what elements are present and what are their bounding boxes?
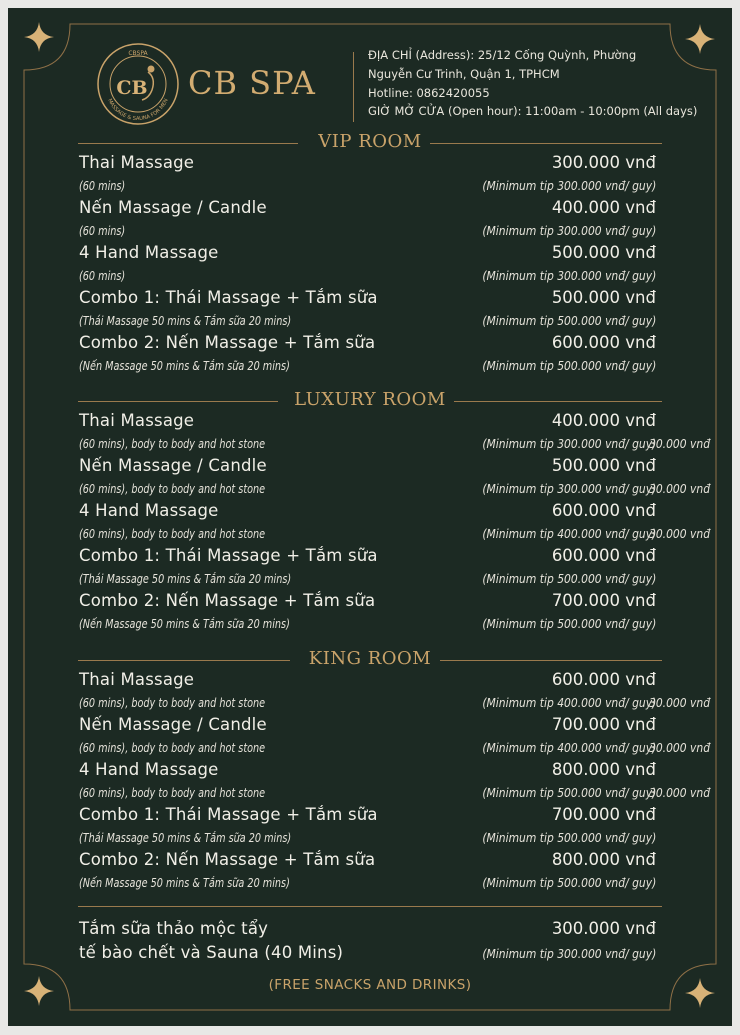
service-duration: (60 mins), body to body and hot stone — [79, 695, 266, 710]
service-duration: (60 mins), body to body and hot stone — [79, 436, 266, 451]
service-price: 700.000 vnđ — [551, 591, 656, 610]
logo-initials: CB — [116, 77, 148, 99]
address-line-2: Nguyễn Cư Trinh, Quận 1, TPHCM — [368, 67, 560, 81]
service-price: 700.000 vnđ — [551, 715, 656, 734]
extra-fee: 30.000 vnđ — [649, 436, 711, 451]
service-name: 4 Hand Massage — [79, 243, 219, 262]
service-price: 800.000 vnđ — [551, 850, 656, 869]
sparkle-icon — [24, 22, 54, 52]
service-duration: (Thái Massage 50 mins & Tắm sữa 20 mins) — [79, 571, 292, 586]
section-rule — [78, 660, 290, 661]
menu-page — [8, 8, 732, 1026]
service-price: 500.000 vnđ — [551, 456, 656, 475]
sparkle-icon — [685, 24, 715, 54]
section-rule — [430, 143, 662, 144]
sauna-name-line2: tế bào chết và Sauna (40 Mins) — [79, 943, 344, 962]
section-rule — [454, 401, 662, 402]
sauna-price: 300.000 vnđ — [551, 919, 656, 938]
section-title: LUXURY ROOM — [294, 389, 446, 410]
minimum-tip: (Minimum tip 500.000 vnđ/ guy) — [482, 830, 656, 845]
service-name: Nến Massage / Candle — [79, 715, 267, 734]
service-duration: (60 mins), body to body and hot stone — [79, 785, 266, 800]
minimum-tip: (Minimum tip 500.000 vnđ/ guy) — [482, 875, 656, 890]
minimum-tip: (Minimum tip 300.000 vnđ/ guy) — [482, 481, 656, 496]
service-duration: (60 mins) — [79, 178, 126, 193]
minimum-tip: (Minimum tip 500.000 vnđ/ guy) — [482, 313, 656, 328]
logo-ring-text: MASSAGE & SAUNA FOR MEN — [106, 97, 170, 123]
section-rule — [440, 660, 662, 661]
service-duration: (Nến Massage 50 mins & Tắm sữa 20 mins) — [79, 875, 290, 890]
minimum-tip: (Minimum tip 400.000 vnđ/ guy) — [482, 740, 656, 755]
service-name: Combo 2: Nến Massage + Tắm sữa — [79, 850, 376, 869]
address-line: ĐỊA CHỈ (Address): 25/12 Cống Quỳnh, Phường — [368, 48, 637, 62]
service-duration: (60 mins), body to body and hot stone — [79, 740, 266, 755]
service-name: Combo 1: Thái Massage + Tắm sữa — [79, 288, 378, 307]
sauna-name-line1: Tắm sữa thảo mộc tẩy — [79, 919, 269, 938]
logo-top-text: CBSPA — [128, 50, 148, 57]
extra-fee: 30.000 vnđ — [649, 481, 711, 496]
service-price: 500.000 vnđ — [551, 288, 656, 307]
service-name: Nến Massage / Candle — [79, 198, 267, 217]
free-snacks-note: (FREE SNACKS AND DRINKS) — [268, 977, 472, 993]
service-duration: (Nến Massage 50 mins & Tắm sữa 20 mins) — [79, 616, 290, 631]
service-name: Thai Massage — [79, 670, 195, 689]
section-rule — [78, 401, 278, 402]
service-duration: (60 mins) — [79, 223, 126, 238]
minimum-tip: (Minimum tip 500.000 vnđ/ guy) — [482, 358, 656, 373]
service-duration: (60 mins) — [79, 268, 126, 283]
extra-fee: 30.000 vnđ — [649, 740, 711, 755]
extra-fee: 30.000 vnđ — [649, 526, 711, 541]
hotline: Hotline: 0862420055 — [368, 86, 490, 100]
extra-fee: 30.000 vnđ — [649, 695, 711, 710]
service-name: Combo 1: Thái Massage + Tắm sữa — [79, 805, 378, 824]
minimum-tip: (Minimum tip 500.000 vnđ/ guy) — [482, 571, 656, 586]
service-price: 400.000 vnđ — [551, 198, 656, 217]
opening-hours: GIỜ MỞ CỬA (Open hour): 11:00am - 10:00pm (All days) — [368, 104, 698, 118]
service-duration: (60 mins), body to body and hot stone — [79, 526, 266, 541]
header-divider — [353, 52, 354, 122]
brand-name: CB SPA — [188, 64, 316, 102]
service-duration: (Thái Massage 50 mins & Tắm sữa 20 mins) — [79, 830, 292, 845]
service-duration: (60 mins), body to body and hot stone — [79, 481, 266, 496]
service-name: Thai Massage — [79, 411, 195, 430]
service-duration: (Nến Massage 50 mins & Tắm sữa 20 mins) — [79, 358, 290, 373]
minimum-tip: (Minimum tip 300.000 vnđ/ guy) — [482, 178, 656, 193]
service-name: Combo 2: Nến Massage + Tắm sữa — [79, 333, 376, 352]
extra-fee: 30.000 vnđ — [649, 785, 711, 800]
minimum-tip: (Minimum tip 400.000 vnđ/ guy) — [482, 526, 656, 541]
sauna-divider — [78, 906, 662, 907]
minimum-tip: (Minimum tip 400.000 vnđ/ guy) — [482, 695, 656, 710]
service-price: 600.000 vnđ — [551, 670, 656, 689]
section-rule — [78, 143, 298, 144]
service-name: Combo 1: Thái Massage + Tắm sữa — [79, 546, 378, 565]
service-price: 300.000 vnđ — [551, 153, 656, 172]
service-price: 500.000 vnđ — [551, 243, 656, 262]
service-price: 600.000 vnđ — [551, 501, 656, 520]
service-price: 400.000 vnđ — [551, 411, 656, 430]
service-price: 800.000 vnđ — [551, 760, 656, 779]
service-price: 700.000 vnđ — [551, 805, 656, 824]
section-title: VIP ROOM — [318, 131, 422, 152]
service-price: 600.000 vnđ — [551, 333, 656, 352]
minimum-tip: (Minimum tip 500.000 vnđ/ guy) — [482, 785, 656, 800]
service-duration: (Thái Massage 50 mins & Tắm sữa 20 mins) — [79, 313, 292, 328]
service-name: 4 Hand Massage — [79, 760, 219, 779]
service-price: 600.000 vnđ — [551, 546, 656, 565]
minimum-tip: (Minimum tip 500.000 vnđ/ guy) — [482, 616, 656, 631]
minimum-tip: (Minimum tip 300.000 vnđ/ guy) — [482, 223, 656, 238]
minimum-tip: (Minimum tip 300.000 vnđ/ guy) — [482, 268, 656, 283]
section-title: KING ROOM — [308, 648, 432, 669]
service-name: 4 Hand Massage — [79, 501, 219, 520]
spa-logo — [96, 42, 180, 126]
service-name: Nến Massage / Candle — [79, 456, 267, 475]
service-name: Combo 2: Nến Massage + Tắm sữa — [79, 591, 376, 610]
service-name: Thai Massage — [79, 153, 195, 172]
minimum-tip: (Minimum tip 300.000 vnđ/ guy) — [482, 436, 656, 451]
sauna-tip: (Minimum tip 300.000 vnđ/ guy) — [482, 946, 656, 961]
